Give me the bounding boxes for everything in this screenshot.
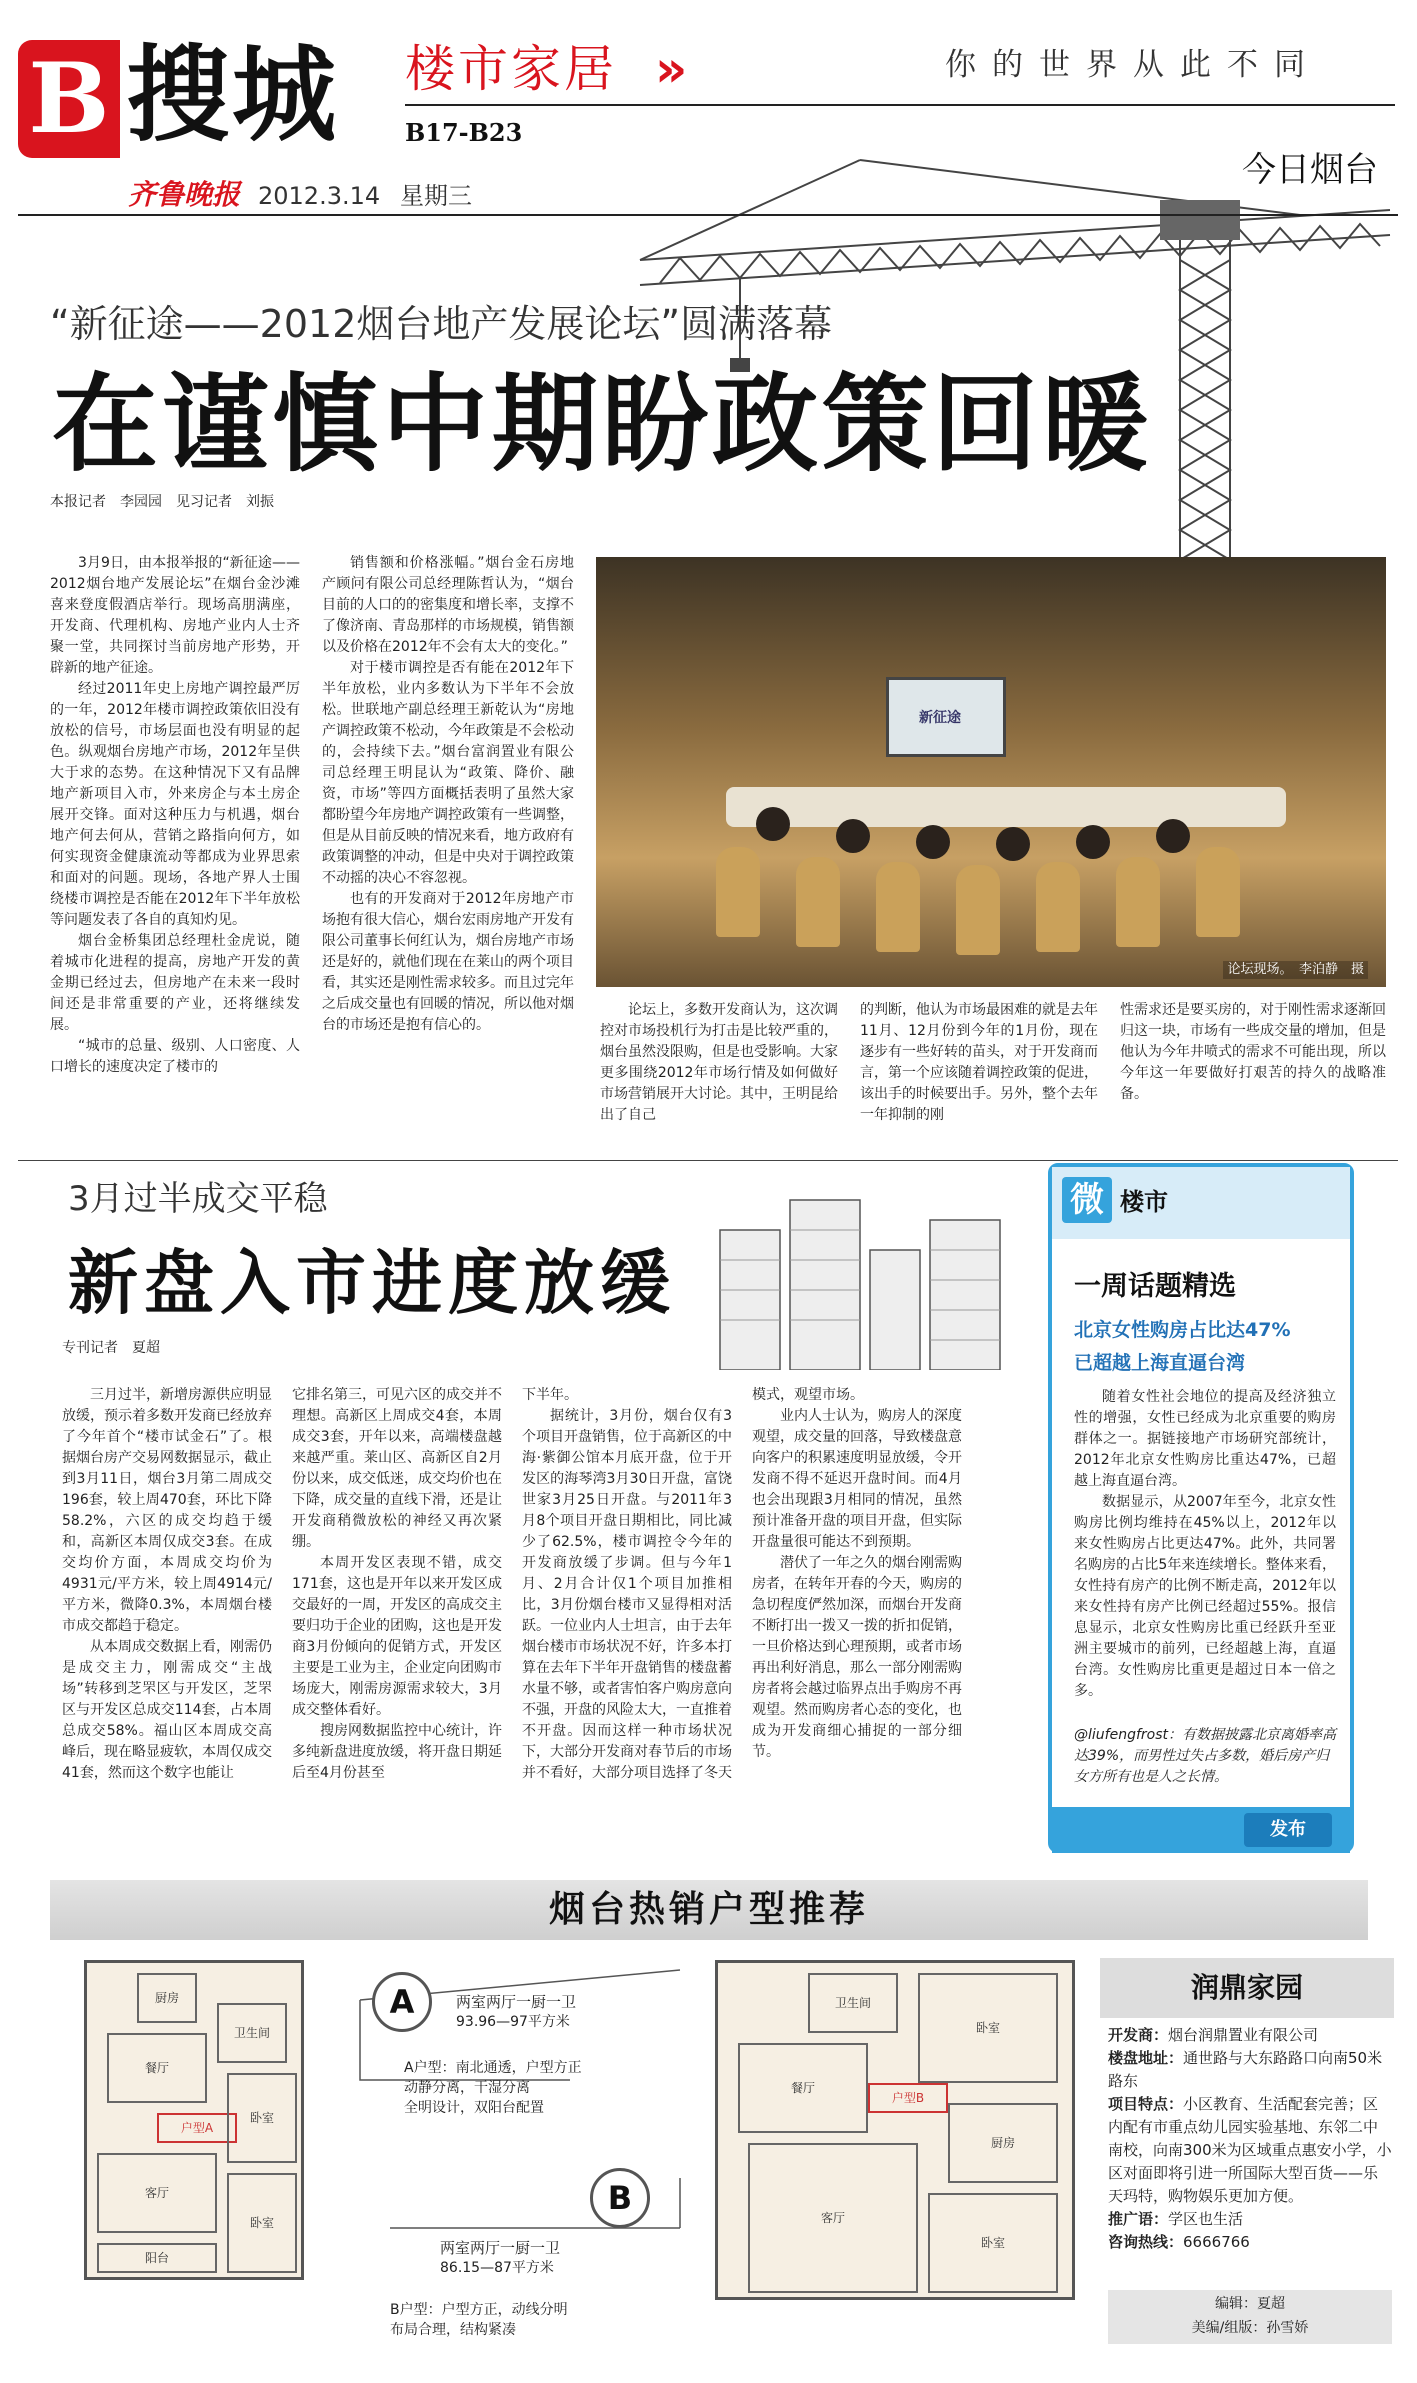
lead-byline: 本报记者 李园园 见习记者 刘振 — [50, 494, 274, 510]
paragraph: 性需求还是要买房的，对于刚性需求逐渐回归这一块，市场有一些成交量的增加，但是他认为今年井喷式的需求不可能出现，所以今年这一年要做好打艰苦的持久的战略准备。 — [1120, 1002, 1386, 1102]
plan-tag: 户型B — [868, 2083, 948, 2113]
room-label: 厨房 — [137, 1973, 197, 2023]
plan-b-tag: B — [590, 2168, 650, 2228]
story2-column-3 — [522, 1385, 732, 1847]
lead-column-2 — [322, 553, 574, 1143]
paragraph: 下半年。 — [522, 1387, 578, 1403]
story2-kicker: 3月过半成交平稳 — [68, 1179, 328, 1219]
paragraph: 3月9日，由本报举报的“新征途——2012烟台地产发展论坛”在烟台金沙滩喜来登度假酒店举行。现场高朋满座，开发商、代理机构、房地产业内人士齐聚一堂，共同探讨当前房地产形势，开辟新的地产征途。 — [50, 555, 300, 676]
field-label: 项目特点： — [1108, 2095, 1184, 2113]
plan-a-info — [456, 1992, 576, 2032]
paragraph: 随着女性社会地位的提高及经济独立性的增强，女性已经成为北京重要的购房群体之一。据链接地产市场研究部统计，2012年北京女性购房比重达47%，已超越上海直逼台湾。 — [1074, 1389, 1336, 1489]
weibo-subtitle: 已超越上海直逼台湾 — [1074, 1352, 1246, 1374]
plan-a-desc-line: A户型：南北通透，户型方正 — [404, 2060, 582, 2076]
plan-a-desc — [404, 2058, 582, 2118]
lead-kicker: “新征途——2012烟台地产发展论坛”圆满落幕 — [50, 302, 833, 346]
paragraph: 搜房网数据监控中心统计，许多纯新盘进度放缓，将开盘日期延后至4月份甚至 — [292, 1723, 502, 1781]
editor-line: 编辑：夏超 — [1215, 2296, 1285, 2312]
photo-chair — [956, 865, 1000, 955]
plan-tag: 户型A — [157, 2113, 237, 2143]
weibo-body — [1074, 1387, 1336, 1702]
photo-person — [756, 807, 790, 841]
photo-table — [726, 787, 1286, 827]
photo-person — [1156, 819, 1190, 853]
room-label: 厨房 — [948, 2103, 1058, 2183]
paragraph: 也有的开发商对于2012年房地产市场抱有很大信心，烟台宏雨房地产开发有限公司董事长何红认为，烟台房地产市场还是好的，就他们现在在莱山的两个项目看，其实还是刚性需求较多。而且过完年之后成交量也有回暖的情况，所以他对烟台的市场还是抱有信心的。 — [322, 891, 574, 1033]
weibo-subtitle: 北京女性购房占比达47% — [1074, 1319, 1291, 1341]
plan-a-title: 两室两厅一厨一卫 — [456, 1993, 577, 2011]
buildings-illustration — [700, 1190, 1020, 1370]
project-developer — [1108, 2024, 1392, 2047]
newspaper-name: 齐鲁晚报 — [128, 178, 241, 211]
project-features — [1108, 2093, 1392, 2208]
room-label: 卫生间 — [808, 1973, 898, 2033]
field-label: 楼盘地址： — [1108, 2049, 1184, 2067]
floor-plan-a — [84, 1960, 304, 2280]
paragraph: 论坛上，多数开发商认为，这次调控对市场投机行为打击是比较严重的，烟台虽然没限购，但是也受影响。大家更多围绕2012年市场行情及如何做好市场营销展开大讨论。其中，王明昆给出了自己 — [600, 1002, 838, 1123]
issue-date: 2012.3.14 — [258, 182, 381, 210]
story2-headline: 新盘入市进度放缓 — [68, 1242, 676, 1324]
room-label: 卧室 — [227, 2073, 297, 2163]
page-range: B17-B23 — [405, 118, 523, 147]
paragraph: 经过2011年史上房地产调控最严厉的一年，2012年楼市调控政策依旧没有放松的信号，市场层面也没有明显的起色。纵观烟台房地产市场，2012年呈供大于求的态势。在这种情况下又有品牌地产新项目入市，外来房企与本土房企展开交锋。面对这种压力与机遇，烟台地产何去何从，营销之路指向何方，如何实现资金健康流动等都成为业界思索和面对的问题。现场，各地产界人士围绕楼市调控是否能在2012年下半年放松等问题发表了各自的真知灼见。 — [50, 681, 300, 928]
issue-weekday: 星期三 — [400, 182, 472, 210]
plan-a-desc-line: 全明设计，双阳台配置 — [404, 2100, 544, 2116]
photo-chair — [796, 857, 840, 947]
plan-a-area: 93.96—97平方米 — [456, 2014, 570, 2030]
plan-b-info — [440, 2238, 560, 2278]
story2-column-1 — [62, 1385, 272, 1847]
masthead-rule — [405, 104, 1395, 106]
weibo-logo-icon: 微 — [1062, 1177, 1112, 1223]
local-edition-label: 今日烟台 — [1238, 148, 1382, 192]
section-divider — [18, 1160, 1398, 1161]
project-info — [1108, 2024, 1392, 2254]
field-label: 推广语： — [1108, 2210, 1169, 2228]
photo-person — [996, 827, 1030, 861]
section-title: 楼市家居 — [405, 40, 617, 98]
room-label: 卧室 — [928, 2193, 1058, 2293]
field-value: 6666766 — [1183, 2233, 1250, 2251]
field-value: 学区也生活 — [1168, 2210, 1244, 2228]
field-label: 咨询热线： — [1108, 2233, 1184, 2251]
photo-chair — [716, 847, 760, 937]
plan-a-tag: A — [372, 1972, 432, 2032]
photo-chair — [1116, 857, 1160, 947]
weibo-title: 一周话题精选 — [1074, 1271, 1236, 1302]
lead-headline: 在谨慎中期盼政策回暖 — [52, 363, 1152, 486]
section-logo-text: 搜城 — [126, 34, 339, 156]
story2-column-2 — [292, 1385, 502, 1847]
photo-chair — [876, 862, 920, 952]
editor-line: 美编/组版：孙雪娇 — [1191, 2320, 1309, 2336]
plan-b-desc — [390, 2300, 568, 2340]
paragraph: 潜伏了一年之久的烟台刚需购房者，在转年开春的今天，购房的急切程度俨然加深，而烟台开发商不断打出一拨又一拨的折扣促销，一旦价格达到心理预期，或者市场再出利好消息，那么一部分刚需购房者将会越过临界点出手购房不再观望。然而购房者心态的变化，也成为开发商细心捕捉的一部分细节。 — [752, 1555, 962, 1760]
project-address — [1108, 2047, 1392, 2093]
plan-b-area: 86.15—87平方米 — [440, 2260, 554, 2276]
forum-photo — [596, 557, 1386, 987]
field-value: 烟台润鼎置业有限公司 — [1168, 2026, 1319, 2044]
paragraph: 模式，观望市场。 — [752, 1387, 864, 1403]
weibo-panel — [1048, 1163, 1354, 1853]
story2-column-4 — [752, 1385, 962, 1847]
photo-person — [916, 825, 950, 859]
paragraph: “城市的总量、级别、人口密度、人口增长的速度决定了楼市的 — [50, 1038, 300, 1075]
room-label: 餐厅 — [107, 2033, 207, 2103]
room-label: 卧室 — [918, 1973, 1058, 2083]
plan-b-title: 两室两厅一厨一卫 — [440, 2239, 561, 2257]
paragraph: 的判断，他认为市场最困难的就是去年11月、12月份到今年的1月份，现在逐步有一些好转的苗头，对于开发商而言，第一个应该随着调控政策的促进，该出手的时候要出手。另外，整个去年一年抑制的刚 — [860, 1002, 1098, 1123]
date-rule — [18, 214, 1398, 216]
recommend-band — [50, 1880, 1368, 1940]
floor-plan-b — [715, 1960, 1075, 2300]
paragraph: 据统计，3月份，烟台仅有3个项目开盘销售，位于高新区的中海·紫御公馆本月底开盘，位于开发区的海琴湾3月30日开盘，富饶世家3月25日开盘。与2011年3月8个项目开盘日期相比，同比减少了62.5%，楼市调控令今年的开发商放缓了步调。但与今年1月、2月合计仅1个项目加推相比，3月份烟台楼市又显得相对活跃。一位业内人士坦言，由于去年烟台楼市市场状况不好，许多本打算在去年下半年开盘销售的楼盘蓄水量不够，或者害怕客户购房意向不强，开盘的风险太大，一直推着不开盘。因而这样一种市场状况下，大部分开发商对春节后的市场并不看好，大部分项目选择了冬天 — [522, 1408, 732, 1781]
story2-byline: 专刊记者 夏超 — [62, 1340, 160, 1356]
plan-b-desc-line: 布局合理，结构紧凑 — [390, 2322, 516, 2338]
project-hotline — [1108, 2231, 1392, 2254]
section-logo-letter: B — [18, 40, 120, 158]
paragraph: 从本周成交数据上看，刚需仍是成交主力，刚需成交“主战场”转移到芝罘区与开发区，芝罘区与开发区总成交114套，占本周总成交58%。福山区本周成交高峰后，现在略显疲软，本周仅成交41套，然而这个数字也能让 — [62, 1639, 272, 1781]
paragraph: 本周开发区表现不错，成交171套，这也是开年以来开发区成交最好的一周，开发区的高成交主要归功于企业的团购，这也是开发商3月份倾向的促销方式，开发区主要是工业为主，企业定向团购市场庞大，刚需房源需求较大，3月成交整体看好。 — [292, 1555, 502, 1718]
weibo-section-label: 楼市 — [1120, 1188, 1168, 1216]
project-slogan — [1108, 2208, 1392, 2231]
field-value: 小区教育、生活配套完善；区内配有市重点幼儿园实验基地、东邻二中南校，向南300米为区域重点惠安小学，小区对面即将引进一所国际大型百货——乐天玛特，购物娱乐更加方便。 — [1108, 2095, 1392, 2205]
photo-screen-text: 新征途 — [919, 710, 961, 726]
room-label: 卫生间 — [217, 2003, 287, 2063]
paragraph: 对于楼市调控是否有能在2012年下半年放松，业内多数认为下半年不会放松。世联地产副总经理王新乾认为“房地产调控政策不松动，今年政策是不会松动的，会持续下去。”烟台富润置业有限公司总经理王明昆认为“政策、降价、融资，市场”等四方面概括表明了虽然大家都盼望今年房地产调控政策有一些调整，但是从目前反映的情况来看，地方政府有政策调整的冲动，但是中央对于调控政策不动摇的决心不容忽视。 — [322, 660, 574, 886]
photo-chair — [1036, 862, 1080, 952]
room-label: 客厅 — [748, 2143, 918, 2293]
lead-column-5 — [1120, 1000, 1386, 1150]
editor-credits — [1108, 2292, 1392, 2340]
crane-illustration — [600, 140, 1400, 560]
paragraph: 三月过半，新增房源供应明显放缓，预示着多数开发商已经放弃了今年首个“楼市试金石”了。根据烟台房产交易网数据显示，截止到3月11日，烟台3月第二周成交196套，较上周470套，环比下降58.2%，六区的成交均趋于缓和，高新区本周仅成交3套。在成交均价方面，本周成交均价为4931元/平方米，较上周4914元/平方米，微降0.3%，本周烟台楼市成交都趋于稳定。 — [62, 1387, 272, 1634]
paragraph: 业内人士认为，购房人的深度观望，成交量的回落，导致楼盘意向客户的积累速度明显放缓，令开发商不得不延迟开盘时间。而4月也会出现跟3月相同的情况，虽然预计准备开盘的项目开盘，但实际开盘量很可能达不到预期。 — [752, 1408, 962, 1550]
recommend-title: 烟台热销户型推荐 — [548, 1889, 869, 1930]
project-name: 润鼎家园 — [1190, 1971, 1303, 2004]
paragraph: 烟台金桥集团总经理杜金虎说，随着城市化进程的提高，房地产开发的黄金期已经过去，但房地产在未来一段时间还是非常重要的产业，还将继续发展。 — [50, 933, 300, 1033]
paragraph: 销售额和价格涨幅。”烟台金石房地产顾问有限公司总经理陈哲认为，“烟台目前的人口的的密集度和增长率，支撑不了像济南、青岛那样的市场规模，销售额以及价格在2012年不会有太大的变化。” — [322, 555, 574, 655]
room-label: 阳台 — [97, 2243, 217, 2273]
field-value: 通世路与大东路路口向南50米路东 — [1108, 2049, 1383, 2090]
double-chevron-right-icon: » — [655, 40, 674, 98]
lead-column-4 — [860, 1000, 1098, 1150]
weibo-quote: @liufengfrost：有数据披露北京离婚率高达39%，而男性过失占多数，婚后房产归女方所有也是人之长情。 — [1074, 1727, 1336, 1785]
paragraph: 数据显示，从2007年至今，北京女性购房比例均维持在45%以上，2012年以来女性购房占比更达47%。此外，共同署名购房的占比5年来连续增长。整体来看，女性持有房产的比例不断走高，2012年以来女性持有房产比例已经超过55%。报信息显示，北京女性购房比重已经跃升至亚洲主要城市的前列，已经超越上海，直逼台湾。女性购房比重更是超过日本一倍之多。 — [1074, 1494, 1336, 1699]
plan-b-desc-line: B户型：户型方正，动线分明 — [390, 2302, 568, 2318]
room-label: 餐厅 — [738, 2043, 868, 2133]
room-label: 卧室 — [227, 2173, 297, 2273]
photo-person — [1076, 825, 1110, 859]
paragraph: 它排名第三，可见六区的成交并不理想。高新区上周成交4套，本周成交3套，开年以来，高端楼盘越来越严重。莱山区、高新区自2月份以来，成交低迷，成交均价也在下降，成交量的直线下滑，还是让开发商稍微放松的神经又再次紧绷。 — [292, 1387, 502, 1550]
plan-a-desc-line: 动静分离，干湿分离 — [404, 2080, 530, 2096]
weibo-post-button[interactable]: 发布 — [1244, 1813, 1332, 1847]
room-label: 客厅 — [97, 2153, 217, 2233]
masthead-slogan: 你的世界从此不同 — [945, 47, 1321, 83]
photo-chair — [1196, 847, 1240, 937]
field-label: 开发商： — [1108, 2026, 1169, 2044]
photo-person — [836, 819, 870, 853]
photo-screen — [886, 677, 1006, 757]
photo-caption: 论坛现场。 李泊静 摄 — [1223, 961, 1368, 979]
lead-column-3 — [600, 1000, 838, 1150]
lead-column-1 — [50, 553, 300, 1143]
